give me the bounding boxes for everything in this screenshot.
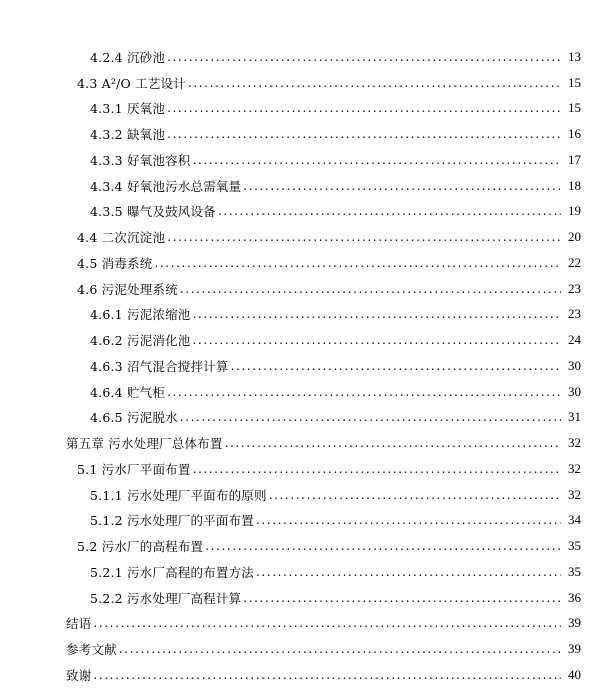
toc-page-number: 23 <box>568 306 581 322</box>
toc-entry-title: 5.2.2 污水处理厂高程计算 <box>90 590 242 606</box>
toc-dot-leader <box>167 127 561 141</box>
toc-dot-leader <box>192 333 561 347</box>
toc-entry[interactable] <box>0 508 614 534</box>
toc-page-number: 40 <box>568 666 581 682</box>
toc-page-number: 15 <box>568 74 581 90</box>
toc-entry[interactable] <box>0 379 614 405</box>
toc-entry[interactable] <box>0 276 614 302</box>
toc-dot-leader <box>205 539 561 553</box>
toc-page-number: 15 <box>568 100 581 116</box>
toc-dot-leader <box>180 282 561 296</box>
toc-dot-leader <box>225 436 561 450</box>
table-of-contents <box>0 44 614 688</box>
toc-entry[interactable] <box>0 224 614 250</box>
toc-page-number: 32 <box>568 460 581 476</box>
toc-dot-leader <box>243 179 561 193</box>
toc-entry[interactable] <box>0 533 614 559</box>
toc-page-number: 35 <box>568 538 581 554</box>
toc-entry[interactable] <box>0 302 614 328</box>
toc-page-number: 24 <box>568 332 581 348</box>
toc-entry-title: 4.5 消毒系统 <box>77 255 153 271</box>
toc-entry-title: 4.2.4 沉砂池 <box>90 49 166 65</box>
toc-dot-leader <box>256 565 561 579</box>
toc-entry[interactable] <box>0 559 614 585</box>
toc-dot-leader <box>180 410 561 424</box>
toc-page-number: 22 <box>568 254 581 270</box>
toc-page-number: 16 <box>568 126 581 142</box>
toc-entry-title: 4.6.2 污泥消化池 <box>90 333 191 349</box>
toc-entry-title: 5.1 污水厂平面布置 <box>77 461 191 477</box>
toc-dot-leader <box>192 153 561 167</box>
toc-entry[interactable] <box>0 430 614 456</box>
toc-entry[interactable] <box>0 70 614 96</box>
toc-entry-title: 致谢 <box>66 667 92 683</box>
toc-dot-leader <box>188 76 561 90</box>
toc-entry-title: 4.3.2 缺氧池 <box>90 127 166 143</box>
toc-entry[interactable] <box>0 482 614 508</box>
toc-page-number: 30 <box>568 383 581 399</box>
toc-entry[interactable] <box>0 250 614 276</box>
toc-page-number: 32 <box>568 435 581 451</box>
toc-entry-title: 4.3 A²/O 工艺设计 <box>77 75 186 91</box>
toc-dot-leader <box>192 307 561 321</box>
toc-page-number: 30 <box>568 357 581 373</box>
toc-dot-leader <box>269 488 561 502</box>
toc-entry-title: 5.1.2 污水处理厂的平面布置 <box>90 513 254 529</box>
toc-entry-title: 4.4 二次沉淀池 <box>77 230 166 246</box>
toc-dot-leader <box>154 256 561 270</box>
toc-entry-title: 4.6.3 沼气混合搅拌计算 <box>90 358 229 374</box>
toc-dot-leader <box>93 668 561 682</box>
toc-page-number: 34 <box>568 512 581 528</box>
toc-entry-title: 4.3.4 好氧池污水总需氧量 <box>90 178 242 194</box>
toc-page-number: 20 <box>568 229 581 245</box>
toc-entry[interactable] <box>0 327 614 353</box>
toc-dot-leader <box>167 385 561 399</box>
toc-entry-title: 5.2 污水厂的高程布置 <box>77 539 204 555</box>
toc-dot-leader <box>93 616 561 630</box>
toc-page-number: 35 <box>568 563 581 579</box>
toc-entry-title: 4.3.5 曝气及鼓风设备 <box>90 204 216 220</box>
toc-entry-title: 5.1.1 污水处理厂平面布的原则 <box>90 487 267 503</box>
toc-entry[interactable] <box>0 121 614 147</box>
toc-page-number: 23 <box>568 280 581 296</box>
toc-entry[interactable] <box>0 147 614 173</box>
toc-entry-title: 参考文献 <box>66 642 117 658</box>
toc-dot-leader <box>119 642 561 656</box>
toc-dot-leader <box>193 462 561 476</box>
toc-page-number: 39 <box>568 615 581 631</box>
toc-entry-title: 4.3.3 好氧池容积 <box>90 152 191 168</box>
toc-entry[interactable] <box>0 199 614 225</box>
toc-entry[interactable] <box>0 636 614 662</box>
toc-entry[interactable] <box>0 585 614 611</box>
toc-entry[interactable] <box>0 173 614 199</box>
toc-page-number: 17 <box>568 151 581 167</box>
toc-page-number: 18 <box>568 177 581 193</box>
toc-entry-title: 4.6 污泥处理系统 <box>77 281 178 297</box>
toc-entry[interactable] <box>0 405 614 431</box>
toc-page-number: 31 <box>568 409 581 425</box>
toc-entry[interactable] <box>0 353 614 379</box>
toc-dot-leader <box>167 50 561 64</box>
toc-entry-title: 结语 <box>66 616 92 632</box>
toc-page-number: 32 <box>568 486 581 502</box>
toc-page-number: 39 <box>568 641 581 657</box>
toc-entry-title: 4.6.1 污泥浓缩池 <box>90 307 191 323</box>
toc-page-number: 13 <box>568 48 581 64</box>
toc-entry[interactable] <box>0 611 614 637</box>
toc-entry[interactable] <box>0 44 614 70</box>
toc-dot-leader <box>167 101 561 115</box>
toc-entry-title: 5.2.1 污水厂高程的布置方法 <box>90 564 254 580</box>
toc-entry[interactable] <box>0 96 614 122</box>
toc-dot-leader <box>256 513 561 527</box>
toc-page-number: 19 <box>568 203 581 219</box>
toc-page-number: 36 <box>568 589 581 605</box>
toc-entry[interactable] <box>0 456 614 482</box>
toc-entry[interactable] <box>0 662 614 688</box>
toc-entry-title: 第五章 污水处理厂总体布置 <box>66 436 223 452</box>
toc-dot-leader <box>167 230 561 244</box>
toc-dot-leader <box>243 591 561 605</box>
toc-entry-title: 4.3.1 厌氧池 <box>90 101 166 117</box>
toc-entry-title: 4.6.4 贮气柜 <box>90 384 166 400</box>
toc-dot-leader <box>231 359 561 373</box>
toc-dot-leader <box>218 204 561 218</box>
toc-entry-title: 4.6.5 污泥脱水 <box>90 410 178 426</box>
